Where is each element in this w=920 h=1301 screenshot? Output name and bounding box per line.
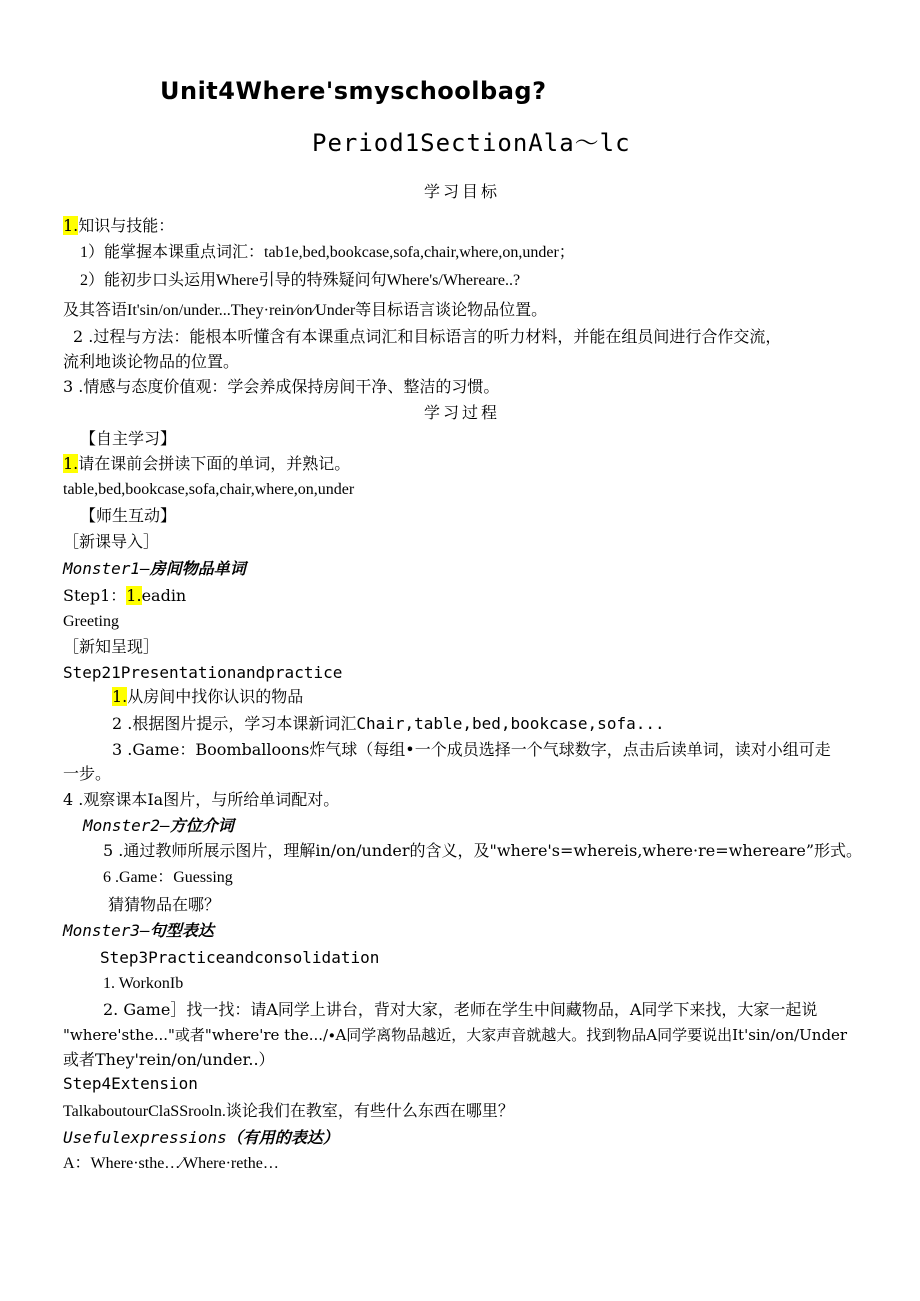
monster-2-label: Monster2— — [83, 816, 170, 835]
document-title: Unit4Where'smyschoolbag? — [160, 77, 547, 105]
goal-1-item-1: 1）能掌握本课重点词汇：tab1e,bed,bookcase,sofa,chair,where,on,under； — [80, 244, 575, 261]
goal-1-number: 1. — [63, 216, 79, 235]
new-knowledge-heading: ［新知呈现］ — [63, 637, 160, 656]
step-3-item-2-end: 或者They'rein/on/under..） — [63, 1050, 275, 1069]
goal-3 — [63, 376, 499, 398]
goal-3-number: 3 . — [63, 377, 84, 396]
step-2-item-4: 4 .观察课本Ia图片，与所给单词配对。 — [63, 790, 340, 809]
step-1-label: Step1： — [63, 586, 127, 605]
goal-2 — [73, 326, 781, 348]
goal-1-item-2: 2）能初步口头运用Where引导的特殊疑问句Where's/Whereare..? — [80, 272, 521, 289]
step-2-item-1-text: 从房间中找你认识的物品 — [127, 687, 304, 706]
step-3-item-1: 1. WorkonIb — [103, 975, 184, 992]
self-study-item-1 — [63, 453, 350, 475]
step-2-item-1 — [112, 686, 303, 708]
goal-2-text: 能根本听懂含有本课重点词汇和目标语言的听力材料，并能在组员间进行合作交流， — [189, 327, 782, 346]
step-1-number: 1. — [126, 586, 142, 605]
goal-1-item-3: 及其答语It'sin/on/under...They·rein∕on∕Under等目标语言谈论物品位置。 — [63, 302, 548, 319]
heading-process: 学习过程 — [424, 403, 501, 422]
goal-3-label: 情感与态度价值观： — [83, 377, 228, 396]
step-3-item-2-cont: "where'sthe..."或者"where're the...∕∙A同学离物品越近，大家声音就越大。找到物品A同学要说出It'sin∕on∕Under — [63, 1026, 848, 1044]
step-2-item-2-text: 2 .根据图片提示，学习本课新词汇 — [112, 714, 357, 733]
interaction-heading: 【师生互动】 — [80, 506, 177, 525]
document-subtitle: Period1SectionAla～lc — [312, 129, 631, 157]
step-3: Step3Practiceandconsolidation — [100, 948, 380, 967]
step-2-item-6: 6 .Game：Guessing — [103, 869, 233, 886]
monster-1 — [63, 558, 246, 580]
step-2-item-6-cn: 猜猜物品在哪？ — [108, 895, 221, 914]
goal-3-text: 学会养成保持房间干净、整洁的习惯。 — [227, 377, 500, 396]
monster-3-label: Monster3— — [63, 921, 150, 940]
step-2-item-1-number: 1. — [112, 687, 128, 706]
self-study-heading: 【自主学习】 — [80, 429, 177, 448]
goal-1-heading — [63, 215, 174, 237]
step-2-item-2-words: Chair,table,bed,bookcase,sofa... — [356, 714, 665, 733]
goal-2-number: 2 . — [73, 327, 94, 346]
heading-goals: 学习目标 — [424, 182, 501, 201]
dialogue-line-a: A：Where·sthe…∕Where·rethe… — [63, 1155, 279, 1172]
monster-3-title: 句型表达 — [149, 921, 214, 940]
step-2: Step21Presentationandpractice — [63, 663, 343, 682]
self-study-number: 1. — [63, 454, 79, 473]
monster-1-title: 房间物品单词 — [149, 559, 246, 578]
step-1-text: eadin — [141, 586, 187, 605]
self-study-text: 请在课前会拼读下面的单词，并熟记。 — [78, 454, 351, 473]
greeting: Greeting — [63, 613, 119, 630]
step-3-item-2: 2. Game］找一找：请A同学上讲台，背对大家，老师在学生中间藏物品，A同学下来找，大家一起说 — [103, 1000, 818, 1019]
monster-1-label: Monster1— — [63, 559, 150, 578]
step-2-item-3-cont: 一步。 — [63, 764, 112, 783]
step-4-text — [63, 1100, 514, 1123]
vocabulary-words: table,bed,bookcase,sofa,chair,where,on,under — [63, 481, 355, 498]
step-2-item-2 — [112, 713, 665, 735]
goal-2-text-cont: 流利地谈论物品的位置。 — [63, 352, 240, 371]
useful-expressions — [63, 1127, 339, 1149]
step-4-english: TalkaboutourClaSSrooln. — [63, 1103, 226, 1120]
step-4: Step4Extension — [63, 1074, 198, 1093]
step-2-item-3: 3 .Game：Boomballoons炸气球（每组•一个成员选择一个气球数字，点击后读单词，读对小组可走 — [112, 740, 831, 759]
goal-1-label: 知识与技能： — [78, 216, 175, 235]
useful-expressions-label: Usefulexpressions — [63, 1128, 227, 1147]
step-4-chinese: 谈论我们在教室，有些什么东西在哪里？ — [225, 1101, 514, 1120]
step-2-item-5: 5 .通过教师所展示图片，理解in/on/under的含义，及"where's=whereis,where·re=whereare”形式。 — [103, 841, 863, 860]
goal-2-label: 过程与方法： — [93, 327, 190, 346]
step-1 — [63, 585, 186, 607]
useful-expressions-cn: （有用的表达） — [226, 1128, 339, 1147]
monster-3 — [63, 920, 214, 942]
new-lesson-intro: ［新课导入］ — [63, 532, 160, 551]
monster-2 — [83, 815, 234, 837]
monster-2-title: 方位介词 — [169, 816, 234, 835]
